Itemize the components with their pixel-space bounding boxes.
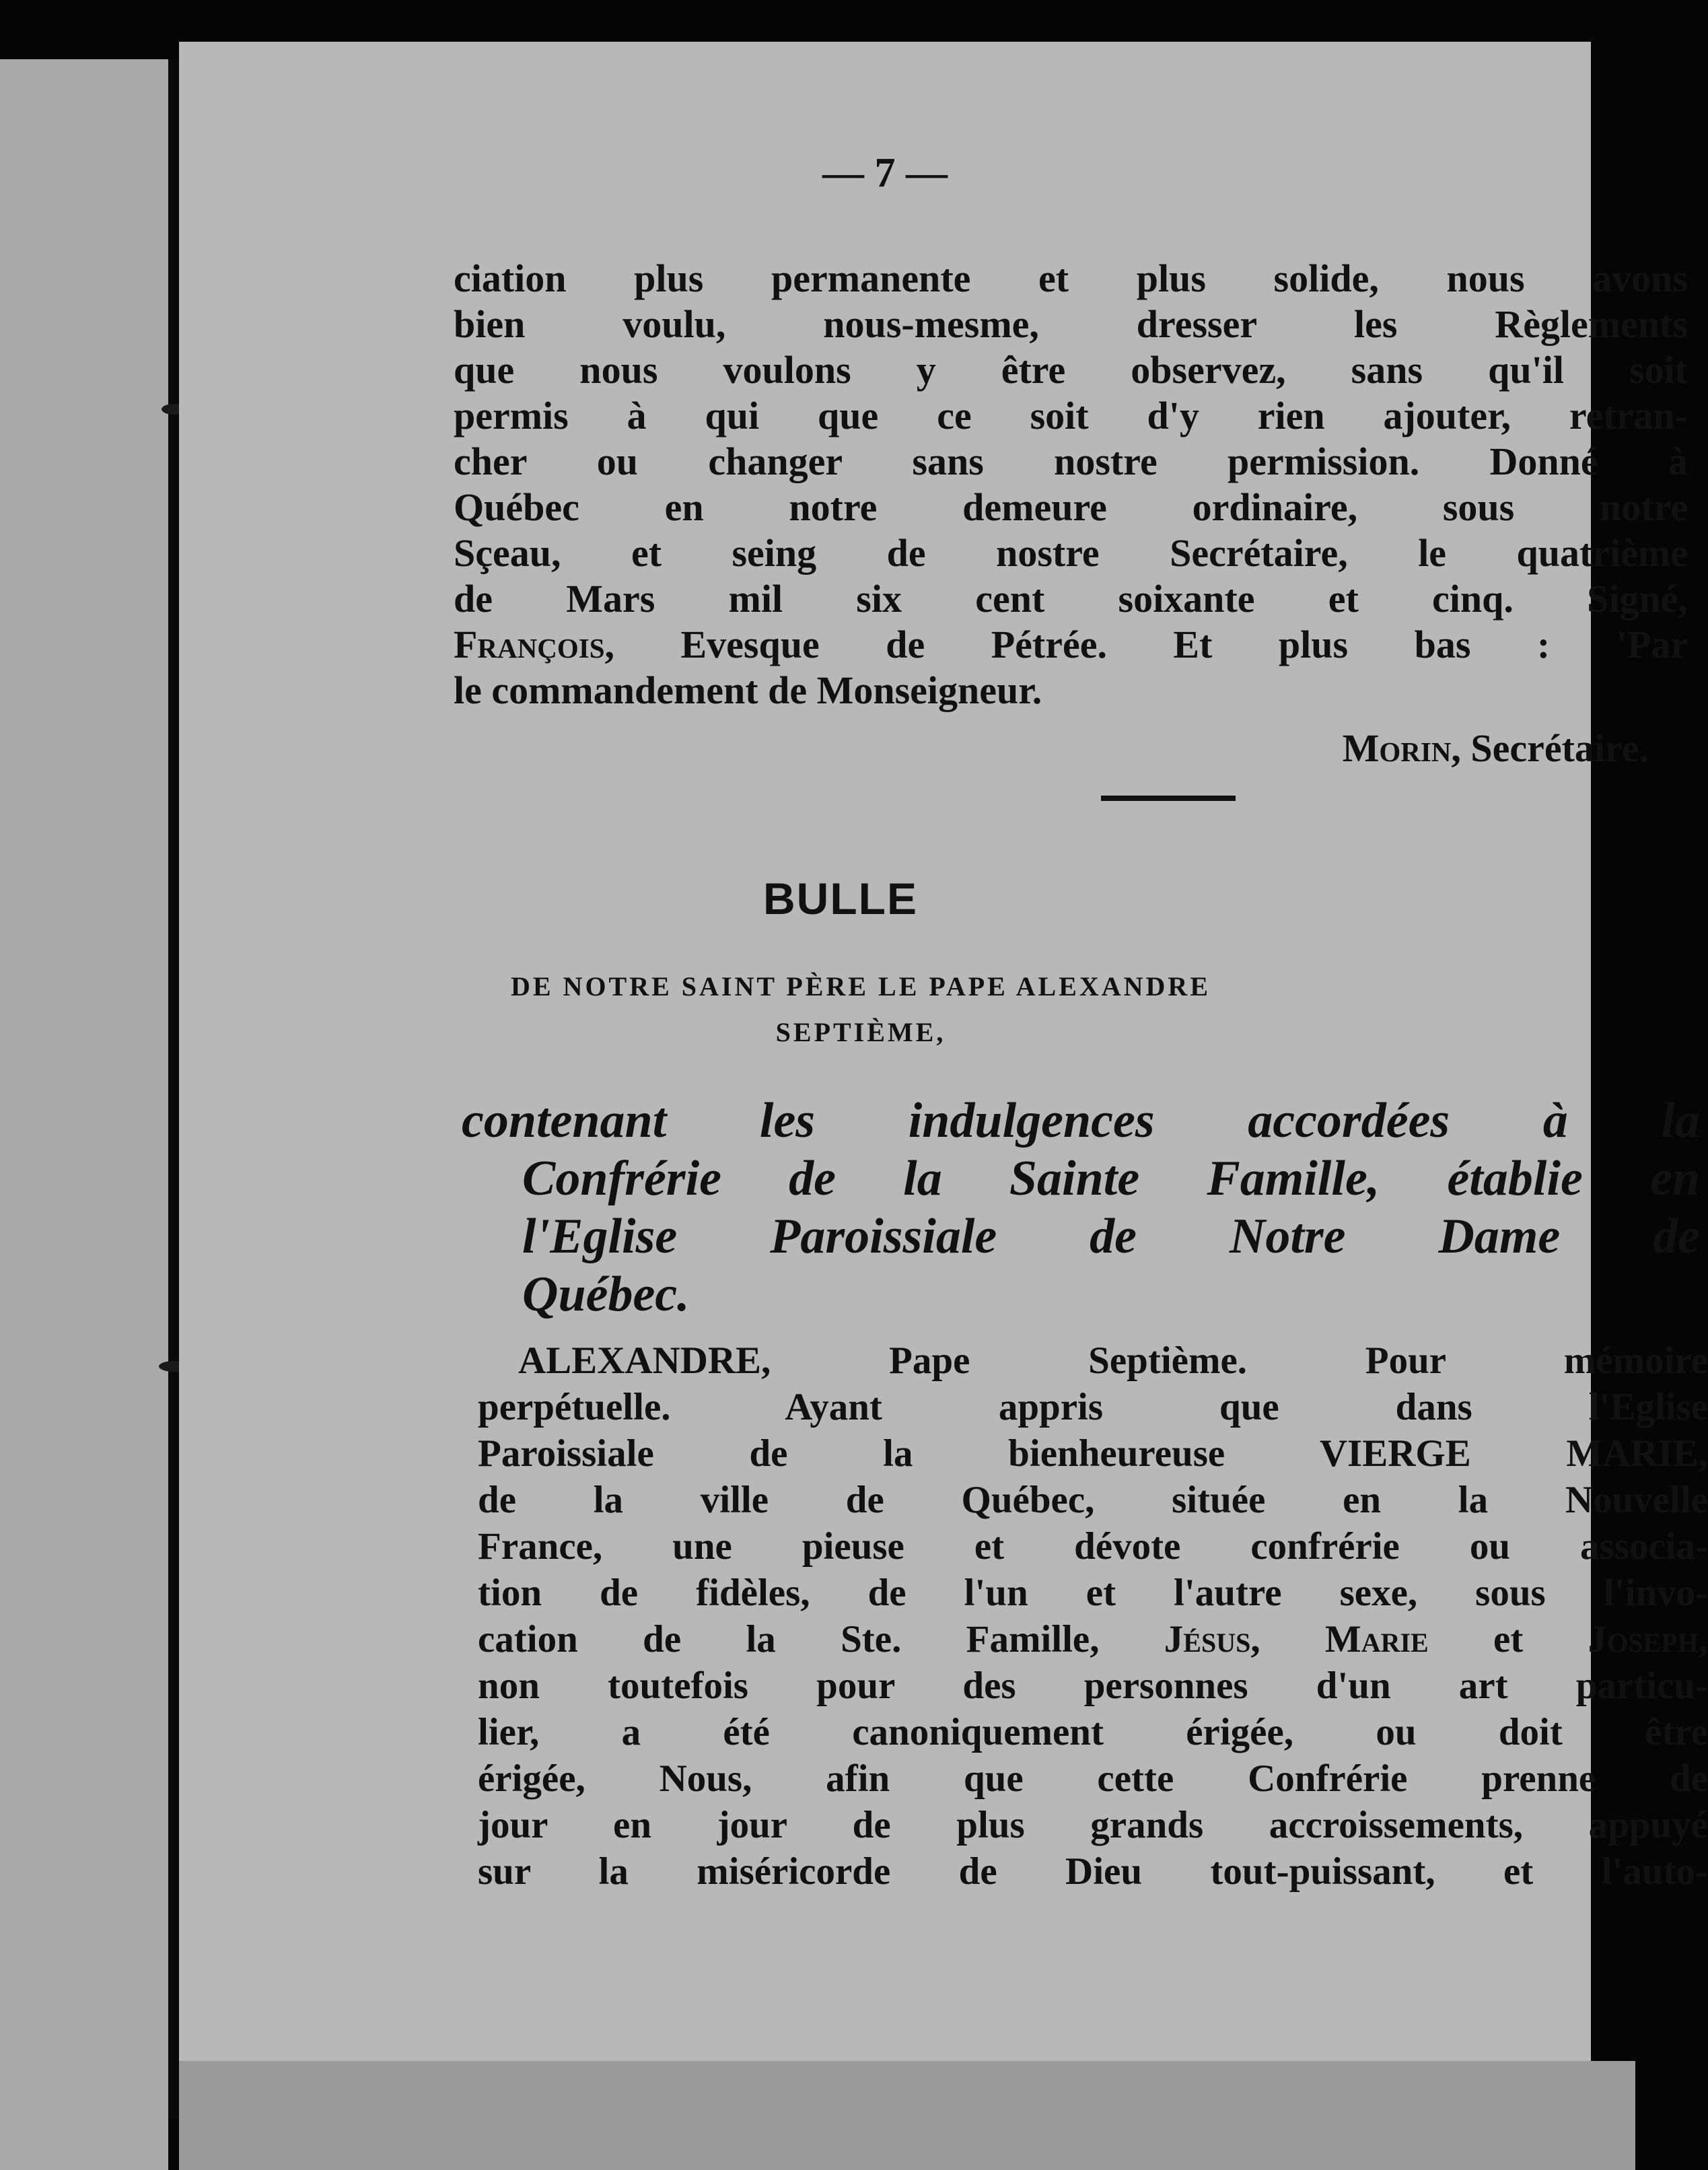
summary-line: contenant les indulgences accordées à la xyxy=(462,1093,1700,1148)
bull-subheading: DE NOTRE SAINT PÈRE LE PAPE ALEXANDRE xyxy=(510,971,1211,1002)
facing-page-edge xyxy=(0,59,168,2170)
name-marie: Marie xyxy=(1324,1618,1429,1660)
summary-line: Confrérie de la Sainte Famille, établie en xyxy=(522,1151,1700,1206)
text-line: ALEXANDRE, Pape Septième. Pour mémoire xyxy=(518,1339,1708,1382)
text-line: Québec en notre demeure ordinaire, sous notre xyxy=(454,485,1688,529)
text-line: que nous voulons y être observez, sans qu'il soit xyxy=(454,348,1688,392)
bull-body xyxy=(478,1337,1708,1895)
text-line: sur la miséricorde de Dieu tout-puissant, et l'auto- xyxy=(478,1850,1708,1893)
summary-line: Québec. xyxy=(522,1267,690,1322)
page-bottom-edge xyxy=(179,2061,1635,2170)
intro-paragraph xyxy=(454,256,1688,771)
name-joseph: Joseph xyxy=(1588,1618,1699,1660)
signature-line xyxy=(454,622,1688,668)
text-line: de la ville de Québec, située en la Nouvelle xyxy=(478,1479,1708,1521)
text-line: bien voulu, nous-mesme, dresser les Règlements xyxy=(454,302,1688,346)
signature-text: , Evesque de Pétrée. Et plus bas : 'Par xyxy=(604,623,1688,666)
text-line: perpétuelle. Ayant appris que dans l'Eglise xyxy=(478,1386,1708,1428)
text-line: cher ou changer sans nostre permission. Donné à xyxy=(454,440,1688,483)
bull-summary xyxy=(462,1092,1700,1323)
text-line: de Mars mil six cent soixante et cinq. Signé, xyxy=(454,577,1688,621)
line-suffix: , xyxy=(1698,1618,1708,1660)
name-jesus: Jésus xyxy=(1164,1618,1251,1660)
text-line: Sçeau, et seing de nostre Secrétaire, le quatrième xyxy=(454,531,1688,575)
text-line: lier, a été canoniquement érigée, ou doit être xyxy=(478,1711,1708,1753)
text-line: ciation plus permanente et plus solide, nous avons xyxy=(454,256,1688,300)
text-line: érigée, Nous, afin que cette Confrérie prenne de xyxy=(478,1757,1708,1800)
line-prefix: cation de la Ste. Famille, xyxy=(478,1618,1164,1660)
text-line: permis à qui que ce soit d'y rien ajouter, retran- xyxy=(454,394,1688,438)
secretary-name: Morin xyxy=(1342,726,1452,770)
secretary-title: , Secrétaire. xyxy=(1451,726,1649,770)
holy-family-line xyxy=(478,1616,1708,1663)
bull-subheading: SEPTIÈME, xyxy=(775,1017,946,1047)
text-line: Paroissiale de la bienheureuse VIERGE MARIE, xyxy=(478,1432,1708,1475)
binding-gutter xyxy=(168,59,179,2119)
text-line: France, une pieuse et dévote confrérie ou associa- xyxy=(478,1525,1708,1568)
text-line: non toutefois pour des personnes d'un art particu- xyxy=(478,1665,1708,1707)
secretary-signature xyxy=(454,726,1688,771)
text-line: tion de fidèles, de l'un et l'autre sexe, sous l'invo- xyxy=(478,1572,1708,1614)
section-divider xyxy=(1101,796,1236,801)
summary-line: l'Eglise Paroissiale de Notre Dame de xyxy=(522,1209,1700,1264)
separator: et xyxy=(1428,1618,1588,1660)
book-page xyxy=(179,42,1708,2061)
separator: , xyxy=(1250,1618,1325,1660)
bishop-name: François xyxy=(454,623,605,666)
page-number: — 7 — xyxy=(822,150,948,196)
text-line: jour en jour de plus grands accroissements, appuyé xyxy=(478,1804,1708,1846)
bull-heading: BULLE xyxy=(763,874,918,923)
text-line: le commandement de Monseigneur. xyxy=(454,668,1042,712)
